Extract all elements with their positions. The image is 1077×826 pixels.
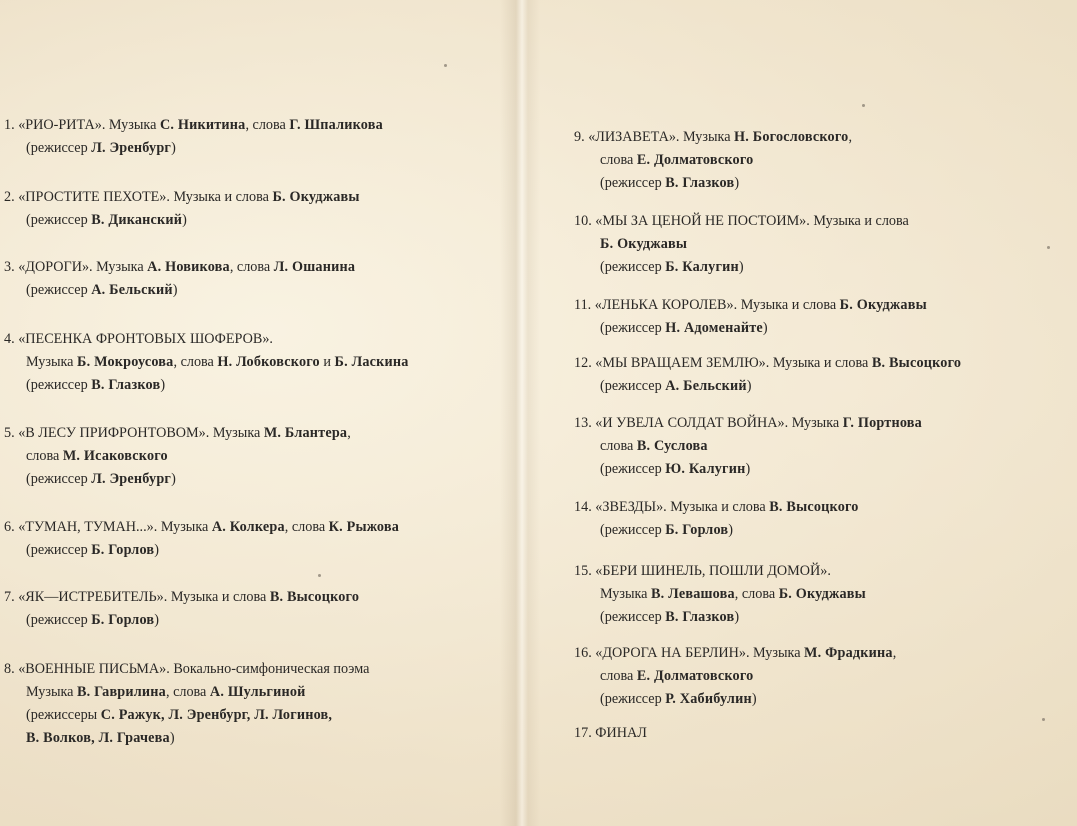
credit-text: (режиссер bbox=[26, 471, 92, 487]
credit-name: Л. Эренбург bbox=[91, 140, 172, 156]
credit-text: ФИНАЛ bbox=[595, 725, 647, 741]
credit-text: (режиссер bbox=[26, 282, 92, 298]
credit-text: ) bbox=[182, 212, 187, 228]
program-item-line bbox=[4, 658, 369, 681]
credit-text: ) bbox=[169, 730, 175, 746]
program-item bbox=[4, 422, 351, 491]
item-number: 11. bbox=[574, 297, 595, 313]
item-number: 6. bbox=[4, 519, 19, 535]
program-item-line bbox=[574, 294, 927, 317]
program-item-line bbox=[574, 435, 922, 458]
paper-speck bbox=[1047, 246, 1050, 249]
program-item-line bbox=[4, 137, 383, 160]
credit-text: «БЕРИ ШИНЕЛЬ, ПОШЛИ ДОМОЙ». bbox=[595, 563, 831, 579]
program-item-line bbox=[574, 412, 922, 435]
credit-name: Б. Горлов bbox=[91, 612, 155, 628]
program-item bbox=[4, 186, 360, 232]
program-item-line bbox=[574, 352, 961, 375]
credit-name: К. Рыжова bbox=[328, 519, 400, 535]
program-item bbox=[574, 496, 859, 542]
credit-text: (режиссер bbox=[26, 212, 92, 228]
credit-name: Б. Ласкина bbox=[334, 354, 409, 370]
credit-text: (режиссер bbox=[600, 691, 666, 707]
credit-name: Л. Эренбург bbox=[91, 471, 172, 487]
credit-name: В. Глазков bbox=[91, 377, 161, 393]
credit-text: Музыка bbox=[600, 586, 652, 602]
program-item-line bbox=[4, 422, 351, 445]
credit-name: А. Новикова bbox=[147, 259, 230, 275]
credit-name: С. Никитина bbox=[159, 117, 246, 133]
program-item-line bbox=[4, 681, 369, 704]
credit-text: «РИО-РИТА». Музыка bbox=[18, 117, 160, 133]
item-number: 17. bbox=[574, 725, 596, 741]
program-item bbox=[574, 642, 896, 711]
credit-text: ) bbox=[154, 612, 159, 628]
credit-name: Б. Окуджавы bbox=[600, 236, 688, 252]
credit-text: «ТУМАН, ТУМАН...». Музыка bbox=[18, 519, 212, 535]
program-item bbox=[4, 256, 355, 302]
item-number: 7. bbox=[4, 589, 19, 605]
program-item-line bbox=[574, 458, 922, 481]
credit-text: , слова bbox=[229, 259, 274, 275]
credit-text: (режиссер bbox=[26, 542, 92, 558]
credit-text: «ПРОСТИТЕ ПЕХОТЕ». Музыка и слова bbox=[18, 189, 273, 205]
credit-text: «ЗВЕЗДЫ». Музыка и слова bbox=[595, 499, 770, 515]
credit-text: слова bbox=[600, 438, 637, 454]
credit-text: «И УВЕЛА СОЛДАТ ВОЙНА». Музыка bbox=[595, 415, 843, 431]
credit-name: Е. Долматовского bbox=[636, 152, 754, 168]
credit-name: В. Глазков bbox=[665, 175, 735, 191]
item-number: 1. bbox=[4, 117, 19, 133]
credit-text: , слова bbox=[245, 117, 290, 133]
credit-name: А. Колкера bbox=[211, 519, 285, 535]
program-item-line bbox=[574, 126, 852, 149]
credit-text: слова bbox=[26, 448, 63, 464]
credit-text: (режиссер bbox=[600, 378, 666, 394]
credit-text: ) bbox=[728, 522, 733, 538]
credit-text: ) bbox=[751, 691, 757, 707]
credit-text: (режиссер bbox=[600, 320, 666, 336]
program-item-line bbox=[574, 665, 896, 688]
program-item bbox=[574, 352, 961, 398]
credit-text: (режиссер bbox=[600, 522, 666, 538]
item-number: 14. bbox=[574, 499, 596, 515]
credit-name: М. Фрадкина bbox=[804, 645, 893, 661]
credit-name: М. Блантера bbox=[263, 425, 348, 441]
credit-name: В. Гаврилина bbox=[77, 684, 166, 700]
credit-text: (режиссер bbox=[26, 140, 92, 156]
credit-text: «ДОРОГИ». Музыка bbox=[18, 259, 148, 275]
program-item bbox=[4, 586, 359, 632]
program-item-line bbox=[4, 374, 409, 397]
credit-name: Н. Адоменайте bbox=[665, 320, 763, 336]
item-number: 16. bbox=[574, 645, 596, 661]
program-item-line bbox=[574, 256, 909, 279]
program-item-line bbox=[574, 583, 866, 606]
program-item-line bbox=[4, 727, 369, 750]
credit-text: «МЫ ЗА ЦЕНОЙ НЕ ПОСТОИМ». Музыка и слова bbox=[595, 213, 909, 229]
credit-name: Б. Горлов bbox=[91, 542, 155, 558]
item-number: 2. bbox=[4, 189, 19, 205]
program-item bbox=[4, 516, 399, 562]
program-item bbox=[574, 294, 927, 340]
credit-name: В. Высоцкого bbox=[871, 355, 962, 371]
program-item-line bbox=[574, 606, 866, 629]
program-item bbox=[574, 210, 909, 279]
program-item bbox=[574, 126, 852, 195]
credit-name: Р. Хабибулин bbox=[665, 691, 752, 707]
credit-text: ) bbox=[762, 320, 768, 336]
credit-text: ) bbox=[171, 140, 176, 156]
credit-text: Музыка bbox=[26, 684, 78, 700]
credit-name: Н. Лобковского bbox=[217, 354, 320, 370]
credit-name: Н. Богословского bbox=[734, 129, 849, 145]
program-item bbox=[4, 114, 383, 160]
program-item-line bbox=[574, 210, 909, 233]
paper-speck bbox=[862, 104, 865, 107]
credit-name: Е. Долматовского bbox=[636, 668, 754, 684]
program-item-line bbox=[574, 233, 909, 256]
credit-text: ) bbox=[160, 377, 166, 393]
credit-text: (режиссеры bbox=[26, 707, 101, 723]
credit-text: ) bbox=[745, 461, 751, 477]
program-item-line bbox=[574, 149, 852, 172]
credit-text: , bbox=[892, 645, 897, 661]
program-item bbox=[4, 328, 409, 397]
credit-name: Г. Шпаликова bbox=[289, 117, 383, 133]
credit-text: ) bbox=[171, 471, 176, 487]
program-item bbox=[4, 658, 369, 750]
paper-speck bbox=[444, 64, 447, 67]
credit-text: «ЛЕНЬКА КОРОЛЕВ». Музыка и слова bbox=[594, 297, 840, 313]
page-fold bbox=[500, 0, 540, 826]
paper-speck bbox=[1042, 718, 1045, 721]
credit-text: «ВОЕННЫЕ ПИСЬМА». Вокально-симфоническая поэма bbox=[18, 661, 370, 677]
credit-name: В. Левашова bbox=[651, 586, 735, 602]
credit-name: Б. Мокроусова bbox=[77, 354, 174, 370]
program-item bbox=[574, 722, 647, 745]
program-item-line bbox=[4, 586, 359, 609]
program-item-line bbox=[574, 642, 896, 665]
program-item-line bbox=[4, 114, 383, 137]
credit-name: Б. Окуджавы bbox=[272, 189, 360, 205]
program-item-line bbox=[574, 688, 896, 711]
item-number: 3. bbox=[4, 259, 19, 275]
credit-text: , bbox=[347, 425, 351, 441]
credit-name: Ю. Калугин bbox=[665, 461, 746, 477]
program-item-line bbox=[4, 209, 360, 232]
credit-text: (режиссер bbox=[600, 259, 666, 275]
program-item bbox=[574, 412, 922, 481]
credit-text: (режиссер bbox=[600, 175, 666, 191]
program-item-line bbox=[4, 351, 409, 374]
credit-text: , слова bbox=[165, 684, 210, 700]
credit-name: А. Шульгиной bbox=[209, 684, 306, 700]
program-item-line bbox=[4, 328, 409, 351]
program-item-line bbox=[574, 375, 961, 398]
credit-text: ) bbox=[172, 282, 178, 298]
credit-text: (режиссер bbox=[26, 377, 92, 393]
credit-text: слова bbox=[600, 152, 637, 168]
credit-name: А. Бельский bbox=[91, 282, 173, 298]
credit-text: слова bbox=[600, 668, 637, 684]
credit-name: В. Диканский bbox=[91, 212, 183, 228]
credit-name: В. Глазков bbox=[665, 609, 735, 625]
item-number: 12. bbox=[574, 355, 596, 371]
program-item bbox=[574, 560, 866, 629]
credit-text: , слова bbox=[284, 519, 329, 535]
credit-text: , слова bbox=[173, 354, 218, 370]
credit-name: В. Суслова bbox=[636, 438, 708, 454]
credit-name: В. Высоцкого bbox=[269, 589, 360, 605]
item-number: 15. bbox=[574, 563, 596, 579]
program-item-line bbox=[4, 539, 399, 562]
credit-text: «МЫ ВРАЩАЕМ ЗЕМЛЮ». Музыка и слова bbox=[595, 355, 872, 371]
credit-text: (режиссер bbox=[600, 609, 666, 625]
program-item-line bbox=[574, 519, 859, 542]
credit-text: (режиссер bbox=[600, 461, 666, 477]
credit-text: «ЯК—ИСТРЕБИТЕЛЬ». Музыка и слова bbox=[18, 589, 270, 605]
program-item-line bbox=[4, 516, 399, 539]
credit-text: (режиссер bbox=[26, 612, 92, 628]
credit-text: , слова bbox=[734, 586, 779, 602]
credit-text: Музыка bbox=[26, 354, 78, 370]
credit-name: В. Волков, Л. Грачева bbox=[26, 730, 170, 746]
item-number: 4. bbox=[4, 331, 19, 347]
credit-text: «ЛИЗАВЕТА». Музыка bbox=[588, 129, 735, 145]
credit-text: , bbox=[848, 129, 852, 145]
credit-text: «В ЛЕСУ ПРИФРОНТОВОМ». Музыка bbox=[18, 425, 264, 441]
program-item-line bbox=[4, 279, 355, 302]
item-number: 5. bbox=[4, 425, 19, 441]
credit-text: ) bbox=[154, 542, 159, 558]
paper-speck bbox=[318, 574, 321, 577]
program-item-line bbox=[574, 172, 852, 195]
credit-text: ) bbox=[734, 175, 740, 191]
program-item-line bbox=[4, 256, 355, 279]
credit-name: Б. Калугин bbox=[665, 259, 739, 275]
credit-text: ) bbox=[746, 378, 752, 394]
credit-name: Б. Окуджавы bbox=[839, 297, 927, 313]
credit-name: Б. Окуджавы bbox=[778, 586, 866, 602]
credit-text: ) bbox=[734, 609, 740, 625]
program-item-line bbox=[4, 704, 369, 727]
credit-text: «ПЕСЕНКА ФРОНТОВЫХ ШОФЕРОВ». bbox=[18, 331, 273, 347]
program-item-line bbox=[4, 186, 360, 209]
credit-text: ) bbox=[738, 259, 744, 275]
item-number: 9. bbox=[574, 129, 589, 145]
credit-name: С. Ражук, Л. Эренбург, Л. Логинов, bbox=[100, 707, 333, 723]
credit-name: Г. Портнова bbox=[842, 415, 922, 431]
program-item-line bbox=[574, 317, 927, 340]
credit-name: Л. Ошанина bbox=[273, 259, 356, 275]
program-item-line bbox=[574, 722, 647, 745]
credit-name: Б. Горлов bbox=[665, 522, 729, 538]
program-item-line bbox=[574, 496, 859, 519]
program-item-line bbox=[4, 468, 351, 491]
program-item-line bbox=[574, 560, 866, 583]
credit-name: В. Высоцкого bbox=[769, 499, 859, 515]
item-number: 13. bbox=[574, 415, 596, 431]
program-item-line bbox=[4, 445, 351, 468]
credit-text: и bbox=[319, 354, 335, 370]
program-item-line bbox=[4, 609, 359, 632]
item-number: 8. bbox=[4, 661, 19, 677]
item-number: 10. bbox=[574, 213, 596, 229]
credit-name: М. Исаковского bbox=[62, 448, 168, 464]
credit-text: «ДОРОГА НА БЕРЛИН». Музыка bbox=[595, 645, 805, 661]
credit-name: А. Бельский bbox=[665, 378, 747, 394]
